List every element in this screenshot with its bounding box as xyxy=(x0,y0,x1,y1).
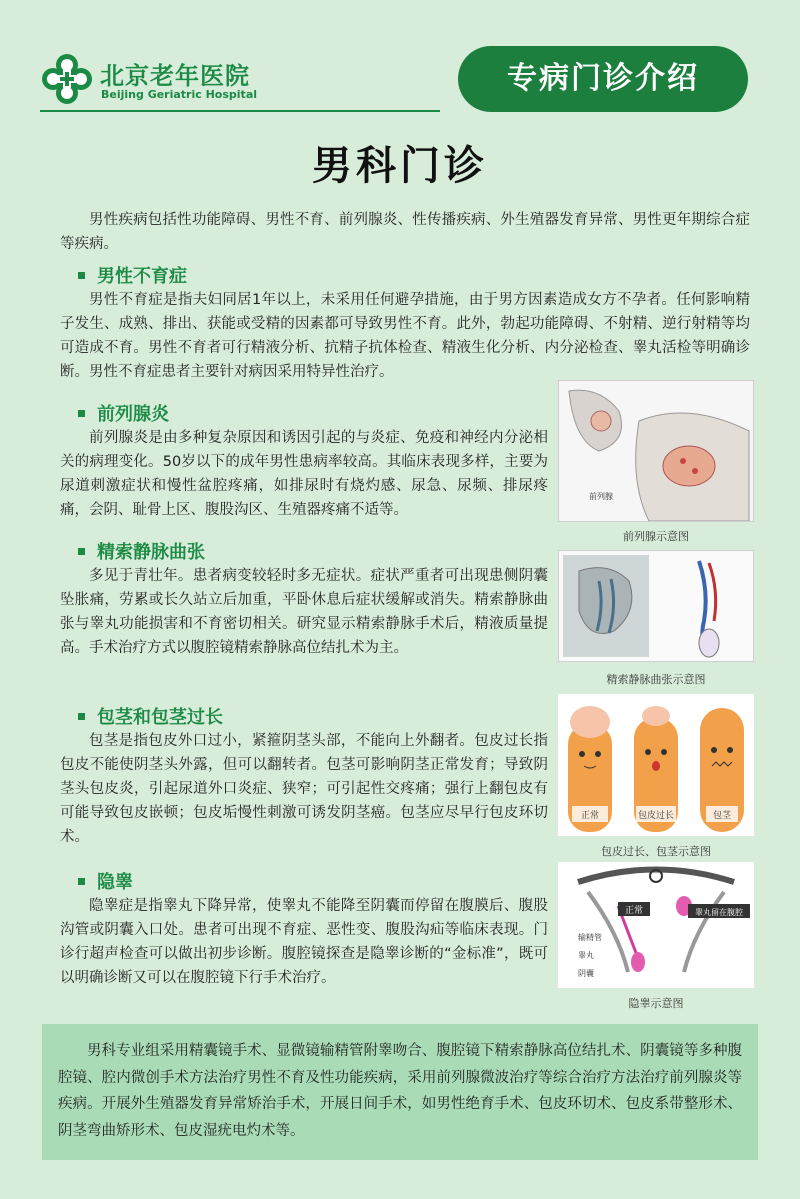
prostate-illustration xyxy=(559,381,753,521)
long-foreskin-label: 包皮过长 xyxy=(637,810,675,820)
phimosis-illustration xyxy=(558,694,754,836)
section-text-cryptorchidism: 隐睾症是指睾丸下降异常，使睾丸不能降至阴囊而停留在腹膜后、腹股沟管或阴囊入口处。患者可出现不育症、恶性变、腹股沟疝等临床表现。门诊行超声检查可以做出初步诊断。腹腔镜探查是隐睾诊断的“金标准”，既可以明确诊断又可以在腹腔镜下行手术治疗。 xyxy=(60,898,548,986)
phimosis-caption: 包皮过长、包茎示意图 xyxy=(601,845,711,858)
bullet-icon xyxy=(78,548,85,555)
intro-paragraph: 男性疾病包括性功能障碍、男性不育、前列腺炎、性传播疾病、外生殖器发育异常、男性更年期综合症等疾病。 xyxy=(60,212,750,252)
cryptorchidism-diagram xyxy=(558,862,754,988)
varicocele-caption: 精索静脉曲张示意图 xyxy=(606,673,706,686)
testis-label: 睾丸 xyxy=(578,951,594,960)
normal-label: 正常 xyxy=(580,810,600,820)
header xyxy=(0,0,800,120)
bullet-icon xyxy=(78,878,85,885)
varicocele-illustration xyxy=(559,551,753,661)
prostate-diagram xyxy=(558,380,754,522)
varicocele-diagram xyxy=(558,550,754,662)
summary-box xyxy=(42,1024,758,1160)
normal-position-label: 正常 xyxy=(624,905,644,915)
section-heading-prostatitis: 前列腺炎 xyxy=(78,400,169,426)
hospital-logo-icon xyxy=(40,52,94,106)
hospital-name-en: Beijing Geriatric Hospital xyxy=(101,88,258,101)
section-text-prostatitis: 前列腺炎是由多种复杂原因和诱因引起的与炎症、免疫和神经内分泌相关的病理变化。50岁以下的成年男性患病率较高。其临床表现多样，主要为尿道刺激症状和慢性盆腔疼痛，如排尿时有烧灼感、尿急、尿频、排尿疼痛，会阴、耻骨上区、腹股沟区、生殖器疼痛不适等。 xyxy=(60,430,548,518)
bullet-icon xyxy=(78,272,85,279)
page-title: 男科门诊 xyxy=(312,143,488,189)
header-divider xyxy=(40,110,440,112)
abdominal-testis-label: 睾丸留在腹腔 xyxy=(695,908,743,917)
summary-text: 男科专业组采用精囊镜手术、显微镜输精管附睾吻合、腹腔镜下精索静脉高位结扎术、阴囊镜等多种腹腔镜、腔内微创手术方法治疗男性不育及性功能疾病，采用前列腺微波治疗等综合治疗方法治疗前列腺炎等疾病。开展外生殖器发育异常矫治手术，开展日间手术，如男性绝育手术、包皮环切术、包皮系带整形术、阴茎弯曲矫形术、包皮湿疣电灼术等。 xyxy=(58,1043,742,1139)
phimosis-diagram xyxy=(558,694,754,836)
bullet-icon xyxy=(78,713,85,720)
section-text-phimosis: 包茎是指包皮外口过小，紧箍阴茎头部，不能向上外翻者。包皮过长指包皮不能使阴茎头外露，但可以翻转者。包茎可影响阴茎正常发育；导致阴茎头包皮炎，引起尿道外口炎症、狭窄；可引起性交疼痛；强行上翻包皮有可能导致包皮嵌顿；包皮垢慢性刺激可诱发阴茎癌。包茎应尽早行包皮环切术。 xyxy=(60,733,548,845)
phimosis-label: 包茎 xyxy=(712,810,732,820)
section-heading-phimosis: 包茎和包茎过长 xyxy=(78,703,223,729)
section-heading-cryptorchidism: 隐睾 xyxy=(78,868,133,894)
clinic-banner: 专病门诊介绍 xyxy=(458,46,748,112)
prostate-caption: 前列腺示意图 xyxy=(623,530,689,543)
cryptorchidism-caption: 隐睾示意图 xyxy=(628,997,684,1010)
section-heading-varicocele: 精索静脉曲张 xyxy=(78,538,205,564)
hospital-name-cn: 北京老年医院 xyxy=(100,62,250,90)
section-text-infertility: 男性不育症是指夫妇同居1年以上，未采用任何避孕措施，由于男方因素造成女方不孕者。任何影响精子发生、成熟、排出、获能或受精的因素都可导致男性不育。此外，勃起功能障碍、不射精、逆行射精等均可造成不育。男性不育者可行精液分析、抗精子抗体检查、精液生化分析、内分泌检查、睾丸活检等明确诊断。男性不育症患者主要针对病因采用特异性治疗。 xyxy=(60,292,750,380)
section-text-varicocele: 多见于青壮年。患者病变较轻时多无症状。症状严重者可出现患侧阴囊坠胀痛，劳累或长久站立后加重，平卧休息后症状缓解或消失。精索静脉曲张与睾丸功能损害和不育密切相关。研究显示精索静脉手术后，精液质量提高。手术治疗方式以腹腔镜精索静脉高位结扎术为主。 xyxy=(60,568,548,656)
bullet-icon xyxy=(78,410,85,417)
cryptorchidism-illustration xyxy=(558,862,754,988)
scrotum-label: 阴囊 xyxy=(578,969,594,978)
section-heading-infertility: 男性不育症 xyxy=(78,262,187,288)
prostate-label: 前列腺 xyxy=(589,492,613,501)
vas-deferens-label: 输精管 xyxy=(578,933,602,942)
